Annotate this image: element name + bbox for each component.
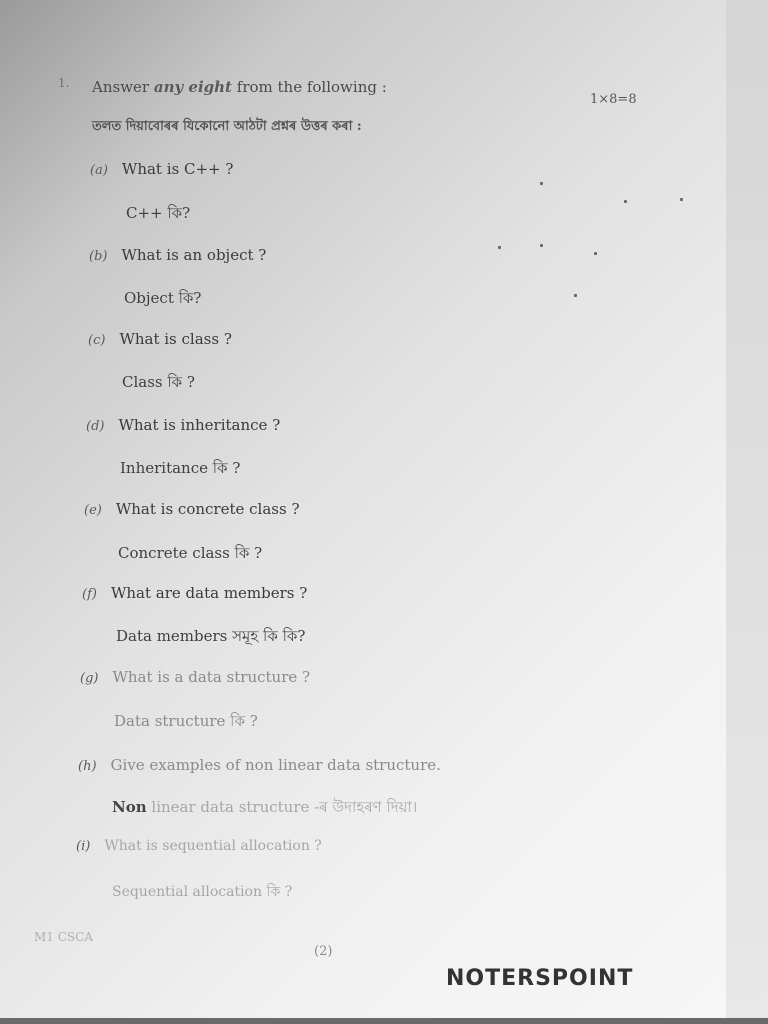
question-text: Give examples of non linear data structure. xyxy=(110,756,441,774)
question-a xyxy=(90,160,233,178)
question-text: What is inheritance ? xyxy=(118,416,281,434)
question-label: (h) xyxy=(78,759,97,774)
question-text: What are data members ? xyxy=(110,584,308,602)
page-shadow xyxy=(726,0,768,1022)
question-i-assamese: Sequential allocation কি ? xyxy=(112,884,293,900)
scan-speck xyxy=(540,244,543,247)
question-label: (b) xyxy=(89,249,108,264)
question-g-assamese: Data structure কি ? xyxy=(114,712,258,730)
question-f-assamese: Data members সমূহ কি কি? xyxy=(116,627,306,645)
question-h xyxy=(78,756,441,774)
question-i xyxy=(76,838,322,854)
question-label: (f) xyxy=(82,587,97,602)
scan-speck xyxy=(574,294,577,297)
scan-speck xyxy=(624,200,627,203)
scan-speck xyxy=(594,252,597,255)
marks-allocation: 1×8=8 xyxy=(590,92,637,107)
question-text: What is C++ ? xyxy=(121,160,234,178)
scan-speck xyxy=(540,182,543,185)
question-c-assamese: Class কি ? xyxy=(122,373,195,391)
question-b-assamese: Object কি? xyxy=(124,289,202,307)
scan-speck xyxy=(498,246,501,249)
question-label: (c) xyxy=(88,333,106,348)
question-e xyxy=(84,500,299,518)
question-h-assamese: Non linear data structure -ৰ উদাহৰণ দিয়া। xyxy=(112,798,418,816)
question-text: What is a data structure ? xyxy=(112,668,311,686)
page-bottom-edge xyxy=(0,1018,768,1024)
question-a-assamese: C++ কি? xyxy=(126,204,191,222)
question-e-assamese: Concrete class কি ? xyxy=(118,544,263,562)
question-label: (e) xyxy=(84,503,102,518)
question-text: What is class ? xyxy=(119,330,232,348)
question-text: What is concrete class ? xyxy=(115,500,300,518)
question-f xyxy=(82,584,307,602)
question-label: (d) xyxy=(86,419,105,434)
question-number: 1. xyxy=(58,76,70,90)
question-g xyxy=(80,668,310,686)
instruction-english: Answer any eight from the following : xyxy=(92,78,387,96)
question-h-bold-word: Non xyxy=(112,798,147,816)
question-label: (g) xyxy=(80,671,99,686)
page-number: (2) xyxy=(314,944,333,959)
question-text: What is an object ? xyxy=(121,246,267,264)
question-c xyxy=(88,330,232,348)
question-d-assamese: Inheritance কি ? xyxy=(120,459,241,477)
brand-watermark: NOTERSPOINT xyxy=(446,966,634,991)
question-label: (a) xyxy=(90,163,108,178)
question-label: (i) xyxy=(76,839,91,854)
scan-speck xyxy=(680,198,683,201)
footer-code: M1 CSCA xyxy=(34,930,93,944)
question-d xyxy=(86,416,280,434)
question-text: What is sequential allocation ? xyxy=(104,838,322,854)
instruction-assamese: তলত দিয়াবোৰৰ যিকোনো আঠটা প্ৰশ্নৰ উত্তৰ কৰা : xyxy=(92,119,362,134)
question-b xyxy=(89,246,266,264)
